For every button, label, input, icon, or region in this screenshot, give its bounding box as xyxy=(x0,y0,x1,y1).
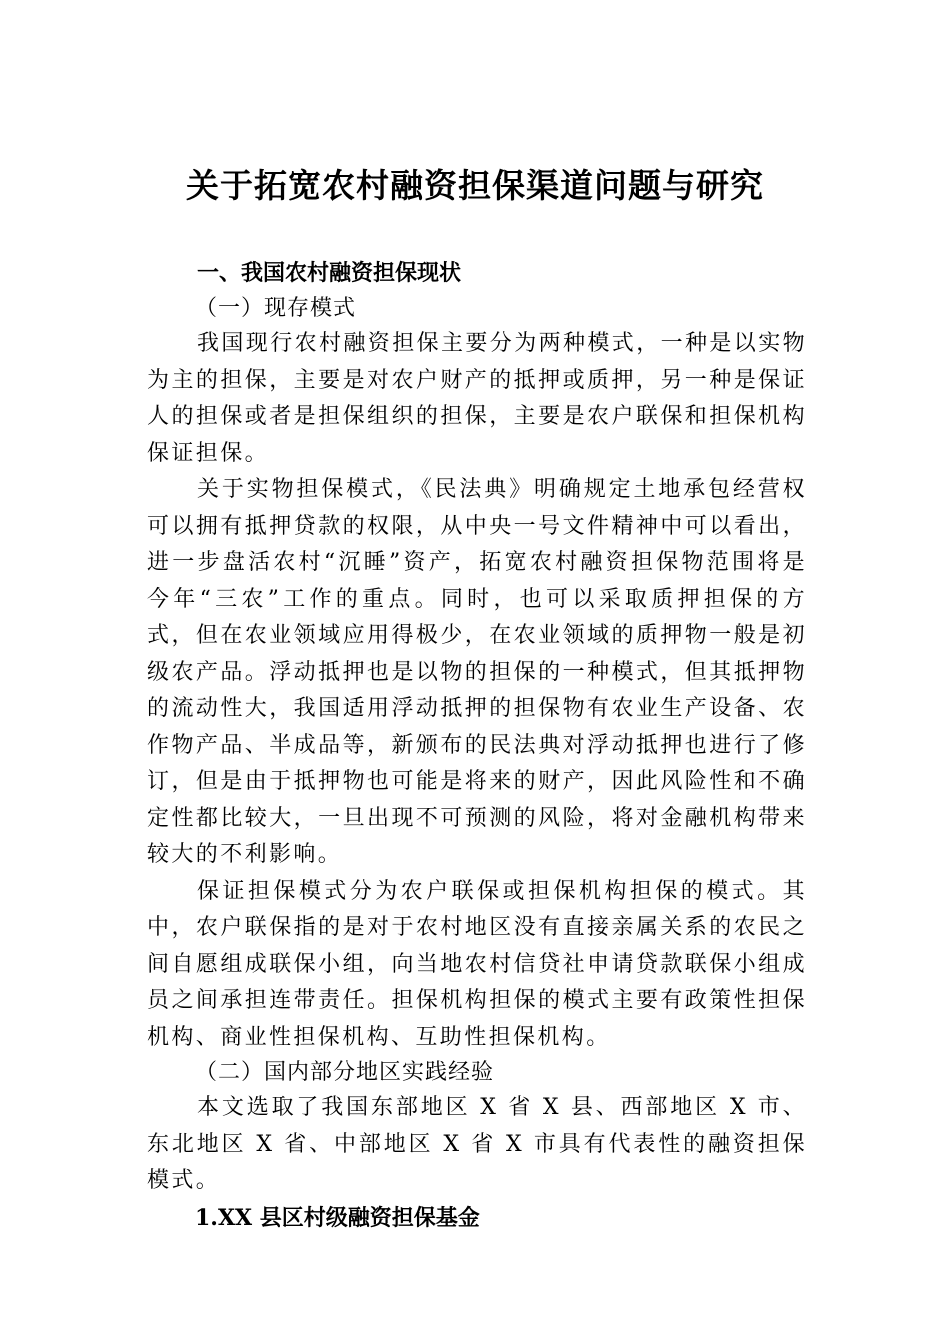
subsection-heading: （一）现存模式 xyxy=(195,296,357,321)
paragraph: 关于实物担保模式，《民法典》明确规定土地承包经营权可以拥有抵押贷款的权限，从中央一号文件精神中可以看出，进一步盘活农村“沉睡”资产，拓宽农村融资担保物范围将是今年“三农”工作的重点。同时，也可以采取质押担保的方式，但在农业领域应用得极少，在农业领域的质押物一般是初级农产品。浮动抵押也是以物的担保的一种模式，但其抵押物的流动性大，我国适用浮动抵押的担保物有农业生产设备、农作物产品、半成品等，新颁布的民法典对浮动抵押也进行了修订，但是由于抵押物也可能是将来的财产，因此风险性和不确定性都比较大，一旦出现不可预测的风险，将对金融机构带来较大的不利影响。 xyxy=(147,477,807,867)
section-heading: 一、我国农村融资担保现状 xyxy=(197,261,462,286)
paragraph: 保证担保模式分为农户联保或担保机构担保的模式。其中，农户联保指的是对于农村地区没有直接亲属关系的农民之间自愿组成联保小组，向当地农村信贷社申请贷款联保小组成员之间承担连带责任。担保机构担保的模式主要有政策性担保机构、商业性担保机构、互助性担保机构。 xyxy=(147,878,807,1050)
paragraph: 本文选取了我国东部地区 X 省 X 县、西部地区 X 市、东北地区 X 省、中部地区 X 省 X 市具有代表性的融资担保模式。 xyxy=(147,1095,807,1193)
paragraph: 我国现行农村融资担保主要分为两种模式，一种是以实物为主的担保，主要是对农户财产的抵押或质押，另一种是保证人的担保或者是担保组织的担保，主要是农户联保和担保机构保证担保。 xyxy=(147,331,808,466)
subsection-heading: （二）国内部分地区实践经验 xyxy=(195,1060,495,1085)
document-body xyxy=(147,256,807,1236)
item-heading: 1.XX 县区村级融资担保基金 xyxy=(195,1204,480,1231)
document-title: 关于拓宽农村融资担保渠道问题与研究 xyxy=(186,166,764,205)
